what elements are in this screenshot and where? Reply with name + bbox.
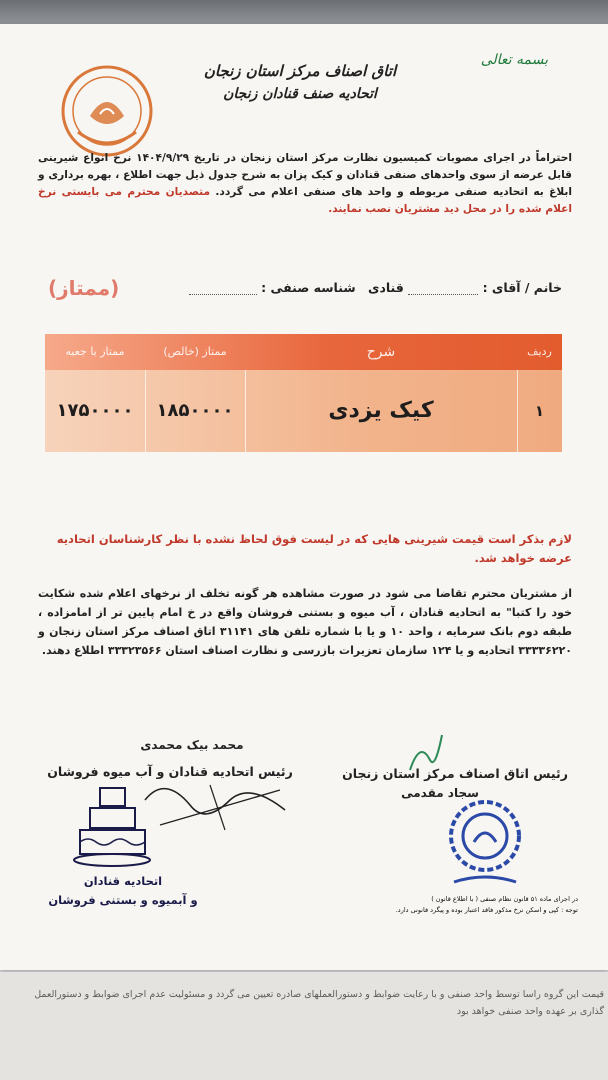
chamber-seal-icon — [446, 798, 524, 888]
underlying-line1: قیمت این گروه راسا توسط واحد صنفی و با رعایت ضوابط و دستورالعملهای صادره تعیین می گردد و مسئولیت عدم اجرای ضوابط و دستورالعمل — [34, 989, 604, 1000]
intro-text: احتراماً در اجرای مصوبات کمیسیون نظارت مرکز استان زنجان در تاریخ ۱۴۰۴/۹/۲۹ نرخ انواع شیرینی قابل عرضه از سوی واحدهای صنفی قنادان و کیک پزان به شرح جدول ذیل جهت اطلاع ، بهره برداری و ابلاغ به اتحادیه صنفی مربوطه و واحد های صنفی اعلام می گردد. — [38, 152, 572, 198]
field-business-id-label: شناسه صنفی : — [261, 280, 356, 295]
chamber-head-signature-icon — [400, 730, 450, 780]
intro-instruction: متصدیان محترم می بایستی نرخ اعلام شده را در محل دید مشتریان نصب نمایند. — [38, 186, 572, 215]
recipient-fields — [189, 280, 562, 295]
underlying-line2: گذاری بر عهده واحد صنفی خواهد بود — [456, 1006, 604, 1017]
union-head-title: رئیس اتحادیه قنادان و آب میوه فروشان — [47, 764, 293, 779]
header-premium-with-box: ممتاز با جعبه — [65, 345, 125, 358]
bismillah-heading: بسمه تعالی — [480, 52, 548, 68]
header-row-no: ردیف — [527, 345, 552, 358]
union-head-name: محمد بیک محمدی — [140, 738, 244, 752]
cell-premium-net: ۱۸۵۰۰۰۰ — [156, 400, 234, 421]
seal-caption-line1: در اجرای ماده ۵۱ قانون نظام صنفی ( با اطلاع قانون ) — [431, 895, 578, 903]
union-seal-text — [28, 872, 218, 910]
field-customer-line — [408, 294, 478, 295]
field-confectionery-label: قنادی — [367, 280, 404, 295]
header-guild-chamber: اتاق اصناف مرکز استان زنجان — [203, 62, 397, 80]
field-business-id-line — [189, 294, 257, 295]
cell-premium-with-box: ۱۷۵۰۰۰۰ — [56, 400, 134, 421]
cell-row-no: ۱ — [534, 402, 545, 420]
premium-grade-label: (ممتاز) — [48, 276, 120, 300]
price-table — [45, 334, 562, 452]
cake-seal-icon — [70, 780, 155, 870]
underlying-paper-text — [4, 986, 604, 1020]
seal-caption — [330, 894, 578, 916]
field-customer-label: خانم / آقای : — [482, 280, 562, 295]
header-description: شرح — [366, 344, 396, 360]
union-logo-icon — [60, 64, 154, 158]
header-premium-net: ممتاز (خالص) — [163, 345, 227, 358]
union-seal-line1: اتحادیه قنادان — [83, 874, 163, 888]
union-seal-line2: و آبمیوه و بستنی فروشان — [48, 893, 198, 907]
header-confectioners-union: اتحادیه صنف قنادان زنجان — [223, 86, 377, 102]
unlisted-items-note: لازم بذکر است قیمت شیرینی هایی که در لیست فوق لحاظ نشده با نظر کارشناسان اتحادیه عرضه خواهد شد. — [56, 532, 572, 565]
chamber-head-name: سجاد مقدمی — [401, 786, 479, 800]
cell-description: کیک یزدی — [328, 398, 434, 423]
seal-caption-line2: توجه : کپی و اسکن نرخ مذکور فاقد اعتبار بوده و پیگرد قانونی دارد. — [395, 906, 578, 914]
intro-paragraph — [38, 150, 572, 218]
complaints-note: از مشتریان محترم تقاضا می شود در صورت مشاهده هر گونه تخلف از نرخهای اعلام شده شکایت خود را کتبا" به اتحادیه قنادان ، آب میوه و بستنی فروشان واقع در خ امام پایین تر از امامزاده ، طبقه دوم بانک سرمایه ، واحد ۱۰ و یا با شماره تلفن های ۳۱۱۴۱ اتاق اصناف مرکز استان زنجان و ۳۳۳۳۶۲۲۰ اتحادیه و یا ۱۲۴ سازمان تعزیرات بازرسی و نظارت اصناف استان ۳۳۳۲۳۵۶۶ اطلاع دهند. — [38, 587, 572, 657]
chamber-head-title: رئیس اتاق اصناف مرکز استان زنجان — [342, 766, 568, 781]
union-head-signature-icon — [140, 770, 290, 840]
